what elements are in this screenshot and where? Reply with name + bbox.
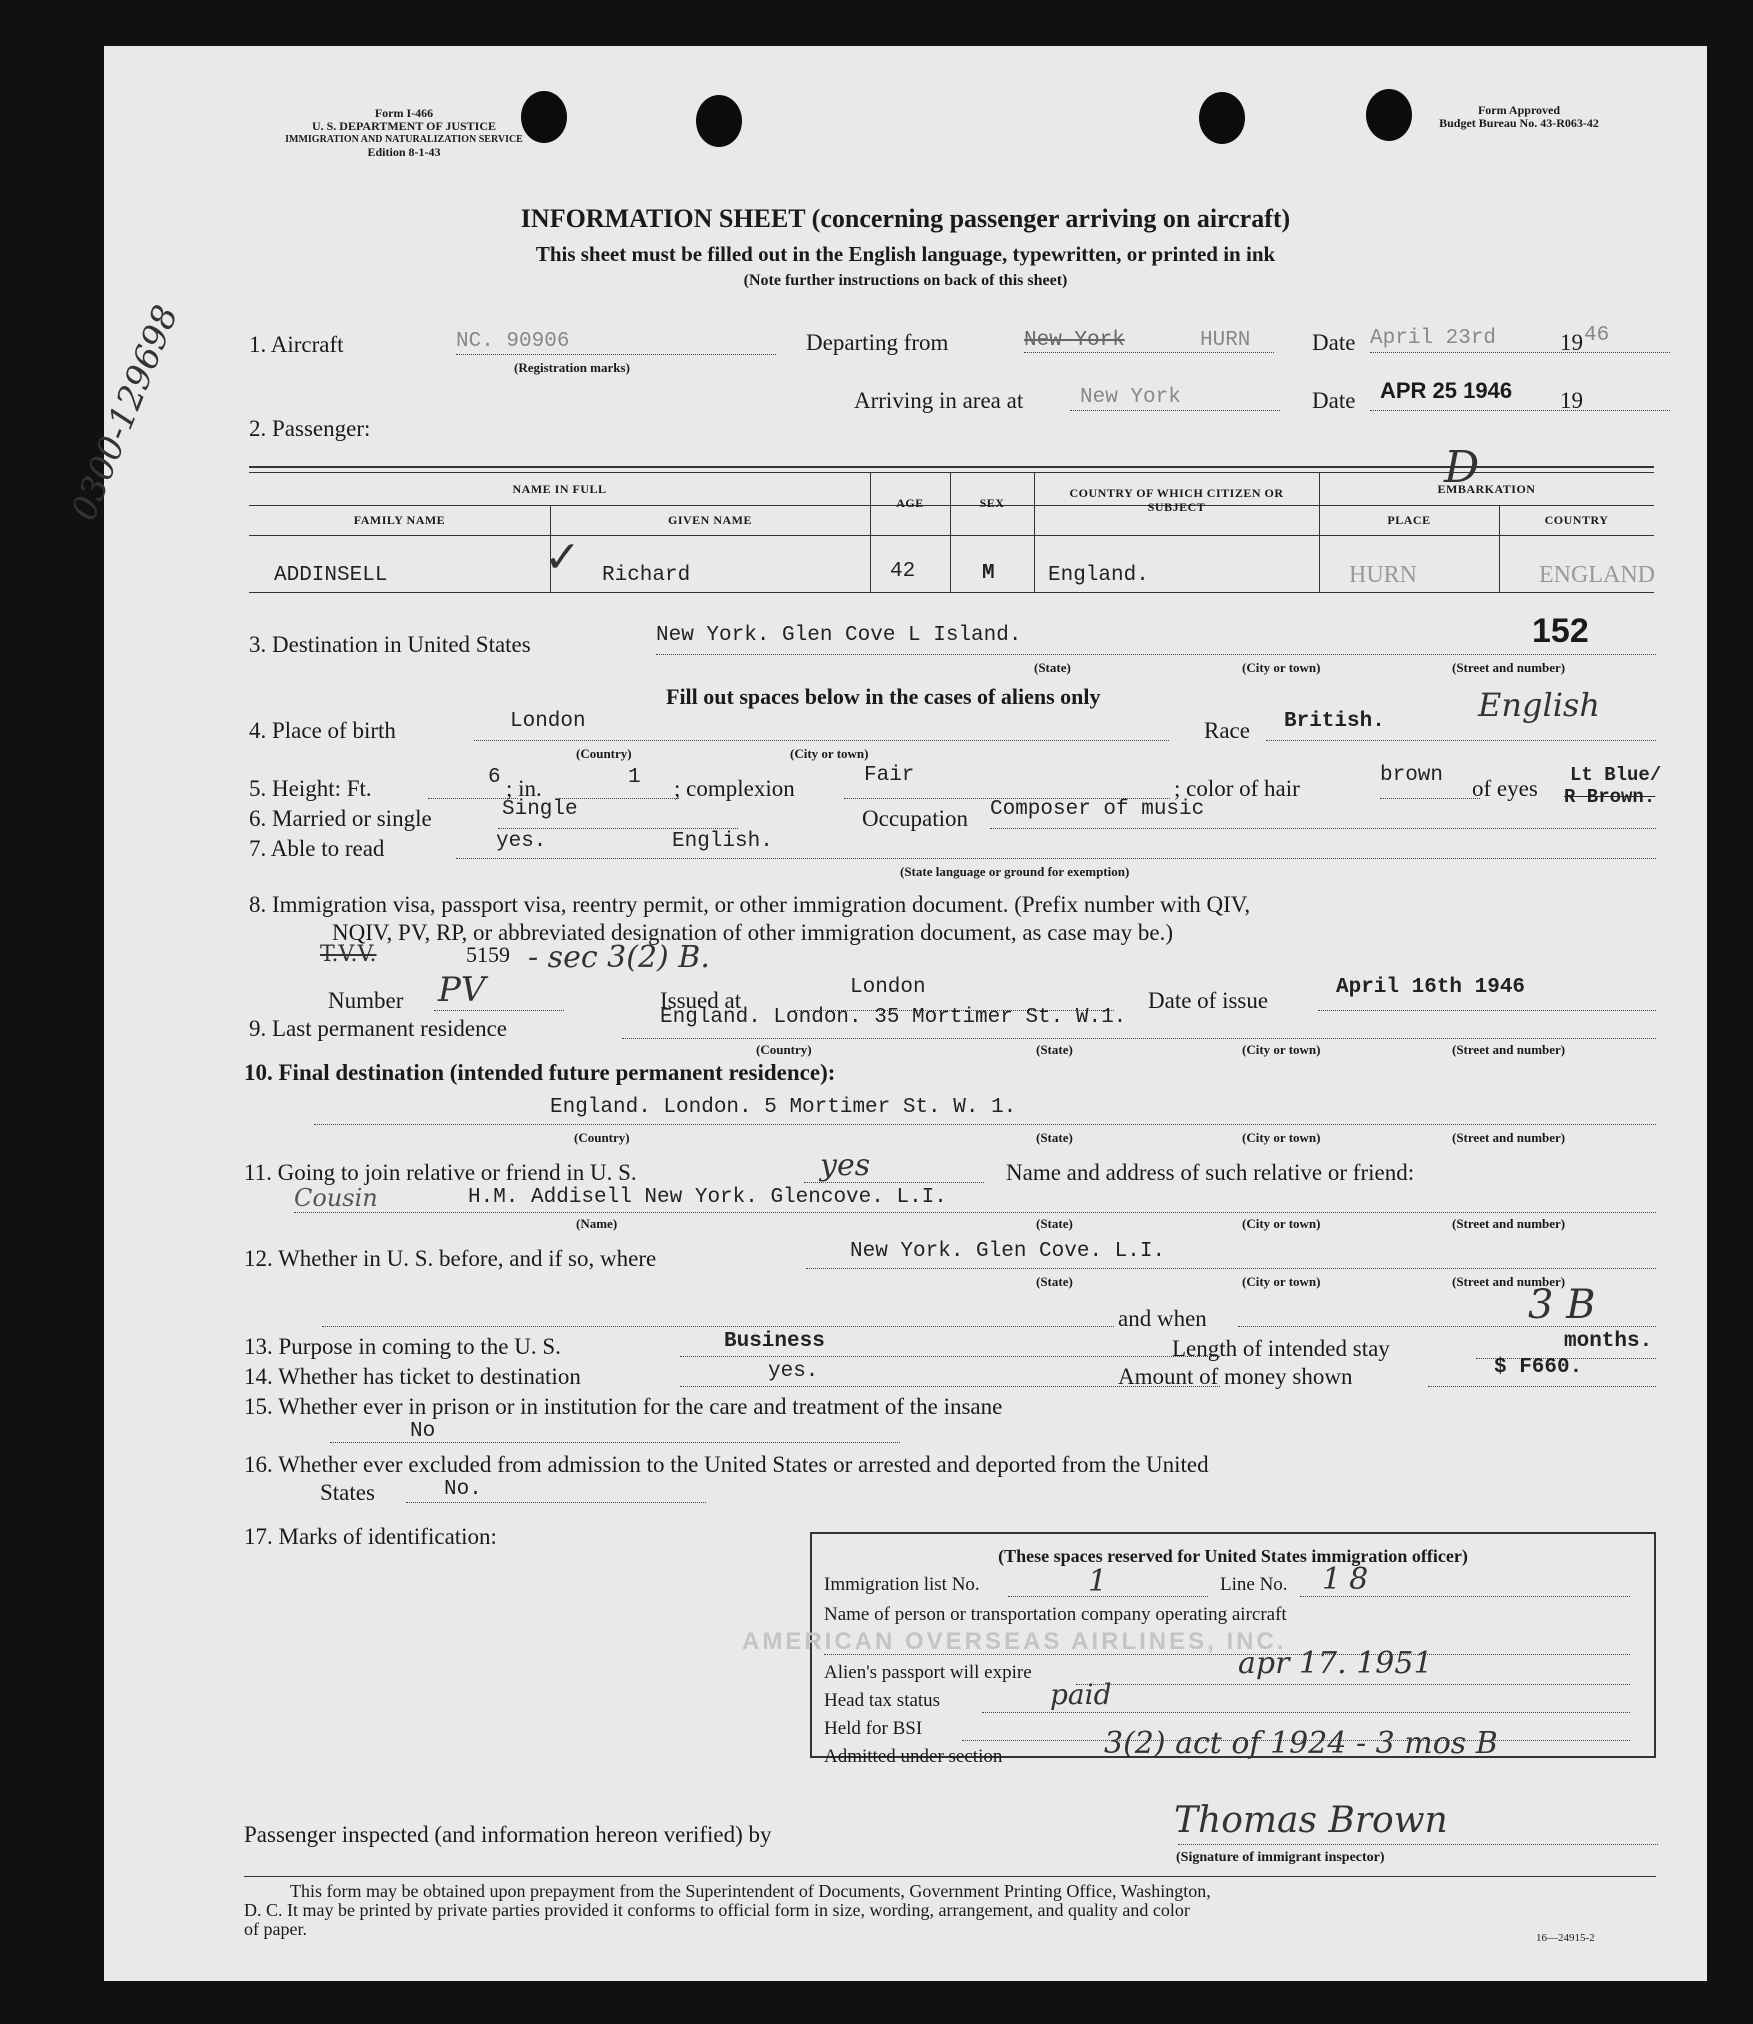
caption-city: (City or town) — [1242, 1274, 1321, 1289]
passport-expire-label: Alien's passport will expire — [824, 1662, 1032, 1683]
punch-hole — [696, 95, 742, 147]
head-tax-line — [982, 1712, 1630, 1713]
complexion-value: Fair — [864, 764, 915, 787]
caption-city: (City or town) — [1242, 660, 1321, 675]
hair-label: ; color of hair — [1174, 776, 1300, 801]
caption-country: (Country) — [576, 746, 632, 761]
visa-struck: T.V.V. — [320, 942, 377, 967]
header-name-in-full: NAME IN FULL — [512, 482, 607, 496]
excluded-label: 16. Whether ever excluded from admission to the United States or arrested and deported from the United — [244, 1452, 1209, 1477]
arrival-year-prefix: 19 — [1560, 388, 1583, 413]
arrival-date-stamp: APR 25 1946 — [1380, 378, 1513, 403]
line-no-label: Line No. — [1220, 1574, 1288, 1595]
excluded-line — [406, 1502, 706, 1503]
caption-state: (State) — [1036, 1274, 1073, 1289]
race-line — [1266, 740, 1656, 741]
footer-line-2: D. C. It may be printed by private parties provided it conforms to official form in size, wording, arrangement, and quality and color — [244, 1900, 1190, 1920]
admitted-section-label: Admitted under section — [824, 1746, 1003, 1767]
header-age: AGE — [896, 496, 924, 510]
passenger-age: 42 — [890, 560, 916, 583]
eyes-value-struck: R Brown. — [1564, 786, 1656, 808]
height-in-label: ; in. — [506, 776, 542, 801]
date-of-issue-line — [1318, 1010, 1656, 1011]
residence-value: England. London. 35 Mortimer St. W.1. — [660, 1006, 1127, 1029]
table-bottom-rule — [249, 592, 1654, 593]
excluded-value: No. — [444, 1478, 482, 1501]
header-citizen-country: COUNTRY OF WHICH CITIZEN OR SUBJECT — [1069, 486, 1284, 514]
immigration-list-line — [1008, 1596, 1208, 1597]
occupation-label: Occupation — [862, 806, 969, 831]
money-line — [1428, 1386, 1656, 1387]
visa-doc-number: 5159 — [466, 942, 510, 967]
department-name: U. S. DEPARTMENT OF JUSTICE — [311, 119, 497, 133]
occupation-value: Composer of music — [990, 798, 1205, 821]
occupation-line — [990, 828, 1656, 829]
form-approved: Form Approved — [1477, 103, 1561, 117]
caption-city: (City or town) — [1242, 1042, 1321, 1057]
header-family-name: FAMILY NAME — [353, 513, 446, 527]
caption-name: (Name) — [576, 1216, 618, 1231]
arrival-date-line — [1370, 410, 1670, 411]
footer-line-1: This form may be obtained upon prepayment from the Superintendent of Documents, Government Printing Office, Washington, — [290, 1881, 1211, 1901]
caption-state: (State) — [1036, 1130, 1073, 1145]
prison-value: No — [410, 1420, 436, 1443]
caption-street: (Street and number) — [1452, 1042, 1566, 1057]
header-sex: SEX — [979, 496, 1005, 510]
passenger-given-name: Richard — [602, 564, 691, 587]
inspected-label: Passenger inspected (and information hereon verified) by — [244, 1822, 772, 1847]
header-embarkation: EMBARKATION — [1437, 482, 1536, 496]
hair-line — [1380, 798, 1480, 799]
birthplace-value: London — [510, 710, 586, 733]
residence-line — [622, 1038, 1656, 1039]
footer-code: 16—24915-2 — [1536, 1932, 1595, 1944]
form-note: (Note further instructions on back of this sheet) — [743, 272, 1068, 289]
form-header-left — [284, 107, 524, 159]
passenger-family-name: ADDINSELL — [274, 564, 388, 587]
arriving-value: New York — [1080, 386, 1181, 409]
prison-label: 15. Whether ever in prison or in institution for the care and treatment of the insane — [244, 1394, 1003, 1419]
footer-line-3: of paper. — [244, 1919, 307, 1939]
form-subtitle: This sheet must be filled out in the English language, typewritten, or printed in ink — [535, 242, 1276, 266]
relative-address-line — [294, 1212, 1656, 1213]
table-col-divider — [1034, 473, 1035, 592]
header-embark-country: COUNTRY — [1544, 513, 1609, 527]
height-in: 1 — [628, 766, 641, 789]
aircraft-label: 1. Aircraft — [249, 332, 344, 357]
immigration-list-label: Immigration list No. — [824, 1574, 980, 1595]
aircraft-line — [456, 354, 776, 355]
officer-section — [742, 1532, 1656, 1767]
passport-expire-value: apr 17. 1951 — [1238, 1646, 1433, 1681]
registration-caption: (Registration marks) — [514, 360, 630, 375]
immigration-list-value: 1 — [1088, 1564, 1108, 1599]
caption-state: (State) — [1036, 1216, 1073, 1231]
arriving-line — [1070, 410, 1280, 411]
aircraft-value: NC. 90906 — [456, 330, 570, 353]
embarkation-place: HURN — [1349, 562, 1418, 588]
form-edition: Edition 8-1-43 — [367, 145, 441, 159]
head-tax-label: Head tax status — [824, 1690, 941, 1711]
table-subheader-rule — [249, 535, 1654, 536]
arriving-label: Arriving in area at — [854, 388, 1024, 413]
aliens-only-note: Fill out spaces below in the cases of aliens only — [666, 684, 1101, 709]
read-value: yes. — [496, 830, 547, 853]
embarkation-mark: D — [1444, 442, 1480, 493]
issued-at-value: London — [850, 976, 926, 999]
operator-label: Name of person or transportation company operating aircraft — [824, 1604, 1287, 1625]
visa-number-label: Number — [328, 988, 404, 1013]
read-line — [456, 858, 1656, 859]
form-sheet — [64, 46, 1707, 1981]
margin-file-number: 0300-129698 — [64, 299, 187, 526]
hair-value: brown — [1380, 764, 1444, 787]
destination-line — [656, 654, 1656, 655]
money-value: $ F660. — [1494, 1356, 1583, 1379]
final-destination-line — [314, 1124, 1656, 1125]
birthplace-line — [474, 740, 1169, 741]
passenger-citizenship: England. — [1048, 564, 1149, 587]
date-of-issue-label: Date of issue — [1148, 988, 1269, 1013]
table-col-divider — [870, 473, 871, 592]
when-line-left — [322, 1326, 1114, 1327]
destination-street-number: 152 — [1532, 612, 1589, 650]
caption-city: (City or town) — [1242, 1130, 1321, 1145]
visa-doc-handwritten: - sec 3(2) B. — [528, 940, 710, 975]
header-place: PLACE — [1387, 513, 1431, 527]
service-name: IMMIGRATION AND NATURALIZATION SERVICE — [285, 134, 523, 145]
form-number: Form I-466 — [374, 106, 434, 120]
table-col-divider — [950, 473, 951, 592]
header-given-name: GIVEN NAME — [667, 513, 752, 527]
excluded-label-2: States — [320, 1480, 375, 1505]
departing-struck: New York — [1024, 329, 1125, 352]
departure-date-value: April 23rd — [1370, 327, 1497, 350]
issued-at-label: Issued at — [660, 988, 742, 1013]
caption-country: (Country) — [756, 1042, 812, 1057]
race-handwritten: English — [1478, 686, 1600, 724]
ticket-value: yes. — [768, 1360, 819, 1383]
visa-number-value: PV — [438, 970, 486, 1010]
form-title: INFORMATION SHEET (concerning passenger arriving on aircraft) — [520, 204, 1291, 233]
arrival-date-label: Date — [1312, 388, 1356, 413]
departure-date-line — [1370, 352, 1670, 353]
when-mark: 3 B — [1528, 1282, 1596, 1328]
visa-number-line — [434, 1010, 564, 1011]
admitted-section-value: 3(2) act of 1924 - 3 mos B — [1104, 1726, 1498, 1761]
caption-state: (State) — [1036, 1042, 1073, 1057]
destination-value: New York. Glen Cove L Island. — [656, 624, 1022, 647]
read-caption: (State language or ground for exemption) — [900, 864, 1130, 879]
checkmark-icon: ✓ — [544, 532, 581, 583]
visa-label-2: NQIV, PV, RP, or abbreviated designation of other immigration document, as case may be.) — [332, 920, 1174, 945]
caption-street: (Street and number) — [1452, 1216, 1566, 1231]
relative-address: H.M. Addisell New York. Glencove. L.I. — [468, 1186, 947, 1209]
punch-hole — [1199, 92, 1245, 144]
relative-relation: Cousin — [294, 1184, 378, 1212]
identification-marks-label: 17. Marks of identification: — [244, 1524, 497, 1549]
when-label: and when — [1118, 1306, 1207, 1331]
caption-country: (Country) — [574, 1130, 630, 1145]
signature-caption: (Signature of immigrant inspector) — [1176, 1850, 1385, 1865]
date-of-issue-value: April 16th 1946 — [1336, 976, 1526, 999]
complexion-label: ; complexion — [674, 776, 795, 801]
race-label: Race — [1204, 718, 1250, 743]
read-language: English. — [672, 830, 773, 853]
head-tax-value: paid — [1050, 1678, 1112, 1711]
marital-value: Single — [502, 798, 578, 821]
caption-city: (City or town) — [1242, 1216, 1321, 1231]
departure-year-prefix: 19 — [1560, 330, 1583, 355]
caption-street: (Street and number) — [1452, 1130, 1566, 1145]
caption-street: (Street and number) — [1452, 1274, 1566, 1289]
punch-hole — [521, 91, 567, 143]
departure-date-label: Date — [1312, 330, 1356, 355]
stay-value: months. — [1564, 1330, 1653, 1353]
final-destination-value: England. London. 5 Mortimer St. W. 1. — [550, 1096, 1017, 1119]
visa-label: 8. Immigration visa, passport visa, reentry permit, or other immigration document. (Prefix number with QIV, — [249, 892, 1251, 917]
purpose-value: Business — [724, 1330, 825, 1353]
ticket-label: 14. Whether has ticket to destination — [244, 1364, 581, 1389]
passenger-sex: M — [982, 562, 995, 585]
eyes-value: Lt Blue/ — [1570, 764, 1662, 786]
previous-visit-value: New York. Glen Cove. L.I. — [850, 1240, 1166, 1263]
height-ft: 6 — [488, 766, 501, 789]
departure-year: 46 — [1584, 324, 1610, 347]
officer-section-title: (These spaces reserved for United States immigration officer) — [998, 1546, 1468, 1566]
destination-label: 3. Destination in United States — [249, 632, 531, 657]
operator-stamp: AMERICAN OVERSEAS AIRLINES, INC. — [742, 1628, 1287, 1655]
departing-label: Departing from — [806, 330, 949, 355]
caption-street: (Street and number) — [1452, 660, 1566, 675]
relative-value: yes — [820, 1148, 871, 1183]
money-label: Amount of money shown — [1118, 1364, 1353, 1389]
height-label: 5. Height: Ft. — [249, 776, 372, 801]
read-label: 7. Able to read — [249, 836, 385, 861]
footer-rule — [244, 1876, 1656, 1877]
marital-line — [498, 828, 738, 829]
departing-line — [1024, 352, 1274, 353]
inspector-signature: Thomas Brown — [1174, 1800, 1448, 1841]
residence-label: 9. Last permanent residence — [249, 1016, 507, 1041]
held-bsi-label: Held for BSI — [824, 1718, 923, 1739]
purpose-label: 13. Purpose in coming to the U. S. — [244, 1334, 561, 1359]
passport-expire-line — [1076, 1684, 1630, 1685]
departing-value: HURN — [1200, 329, 1251, 352]
previous-visit-label: 12. Whether in U. S. before, and if so, where — [244, 1246, 657, 1271]
eyes-label: of eyes — [1472, 776, 1538, 801]
form-header-right — [1404, 104, 1634, 130]
line-no-value: 18 — [1322, 1562, 1377, 1597]
stay-label: Length of intended stay — [1172, 1336, 1390, 1361]
marital-label: 6. Married or single — [249, 806, 432, 831]
relative-name-label: Name and address of such relative or friend: — [1006, 1160, 1415, 1185]
purpose-line — [680, 1356, 1220, 1357]
birthplace-label: 4. Place of birth — [249, 718, 396, 743]
previous-visit-line — [806, 1268, 1656, 1269]
passenger-label: 2. Passenger: — [249, 416, 371, 441]
budget-bureau: Budget Bureau No. 43-R063-42 — [1439, 116, 1599, 130]
signature-line — [1178, 1844, 1658, 1845]
relative-label: 11. Going to join relative or friend in U. S. — [244, 1160, 637, 1185]
embarkation-country: ENGLAND — [1539, 562, 1655, 588]
caption-state: (State) — [1034, 660, 1071, 675]
footer-text — [244, 1882, 1656, 1939]
final-destination-label: 10. Final destination (intended future permanent residence): — [244, 1060, 836, 1085]
caption-city: (City or town) — [790, 746, 869, 761]
race-value: British. — [1284, 710, 1385, 733]
